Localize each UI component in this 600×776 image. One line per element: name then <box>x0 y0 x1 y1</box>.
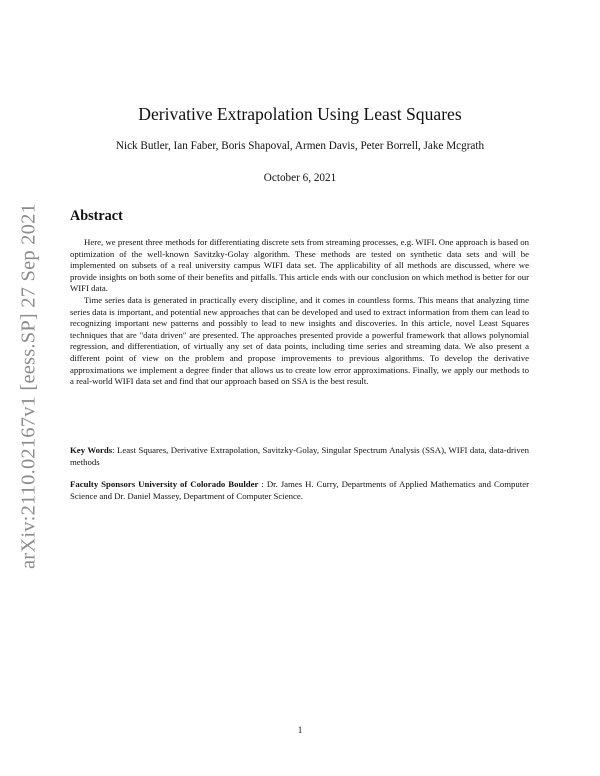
arxiv-identifier-text: arXiv:2110.02167v1 [eess.SP] 27 Sep 2021 <box>17 203 40 569</box>
paper-title: Derivative Extrapolation Using Least Squares <box>138 104 462 124</box>
sponsors-label: Faculty Sponsors University of Colorado Boulder <box>70 479 259 489</box>
keywords-text: : Least Squares, Derivative Extrapolation, Savitzky-Golay, Singular Spectrum Analysis (SSA), WIFI data, data-driven methods <box>70 445 529 467</box>
abstract-paragraph-2: Time series data is generated in practically every discipline, and it comes in countless forms. This means that analyzing time series data is important, and potential new approaches that can be developed and used to extract information from them can lead to recognizing important new patterns and possibly to lead to new insights and discoveries. In this article, novel Least Squares techniques that are "data driven" are presented. The approaches presented provide a powerful framework that allows polynomial regression, and differentiation, of virtually any set of data points, including time series and streaming data. We also present a different point of view on the problem and propose improvements to previous algorithms. To develop the derivative approximations we implement a degree finder that allows us to create low error approximations. Finally, we apply our methods to a real-world WIFI data set and find that our approach based on SSA is the best result. <box>70 295 529 387</box>
paper-date: October 6, 2021 <box>263 172 337 184</box>
arxiv-identifier-stamp <box>9 203 49 569</box>
sponsors-block <box>70 479 529 502</box>
abstract-paragraph-1: Here, we present three methods for differentiating discrete sets from streaming processes, e.g. WIFI. One approach is based on optimization of the well-known Savitzky-Golay algorithm. These methods are tested on synthetic data sets and will be implemented on subsets of a real university campus WIFI data set. The applicability of all methods are discussed, where we provide insights on both some of their benefits and pitfalls. This article ends with our conclusion on which method is better for our WIFI data. <box>70 237 529 294</box>
keywords-block <box>70 445 529 468</box>
sponsors-text: : Dr. James H. Curry, Departments of Applied Mathematics and Computer Science and Dr. Daniel Massey, Department of Computer Science. <box>70 479 529 501</box>
paper-authors: Nick Butler, Ian Faber, Boris Shapoval, Armen Davis, Peter Borrell, Jake Mcgrath <box>115 140 485 152</box>
abstract-heading: Abstract <box>70 208 123 224</box>
keywords-label: Key Words <box>70 445 113 455</box>
page-number: 1 <box>297 725 303 735</box>
